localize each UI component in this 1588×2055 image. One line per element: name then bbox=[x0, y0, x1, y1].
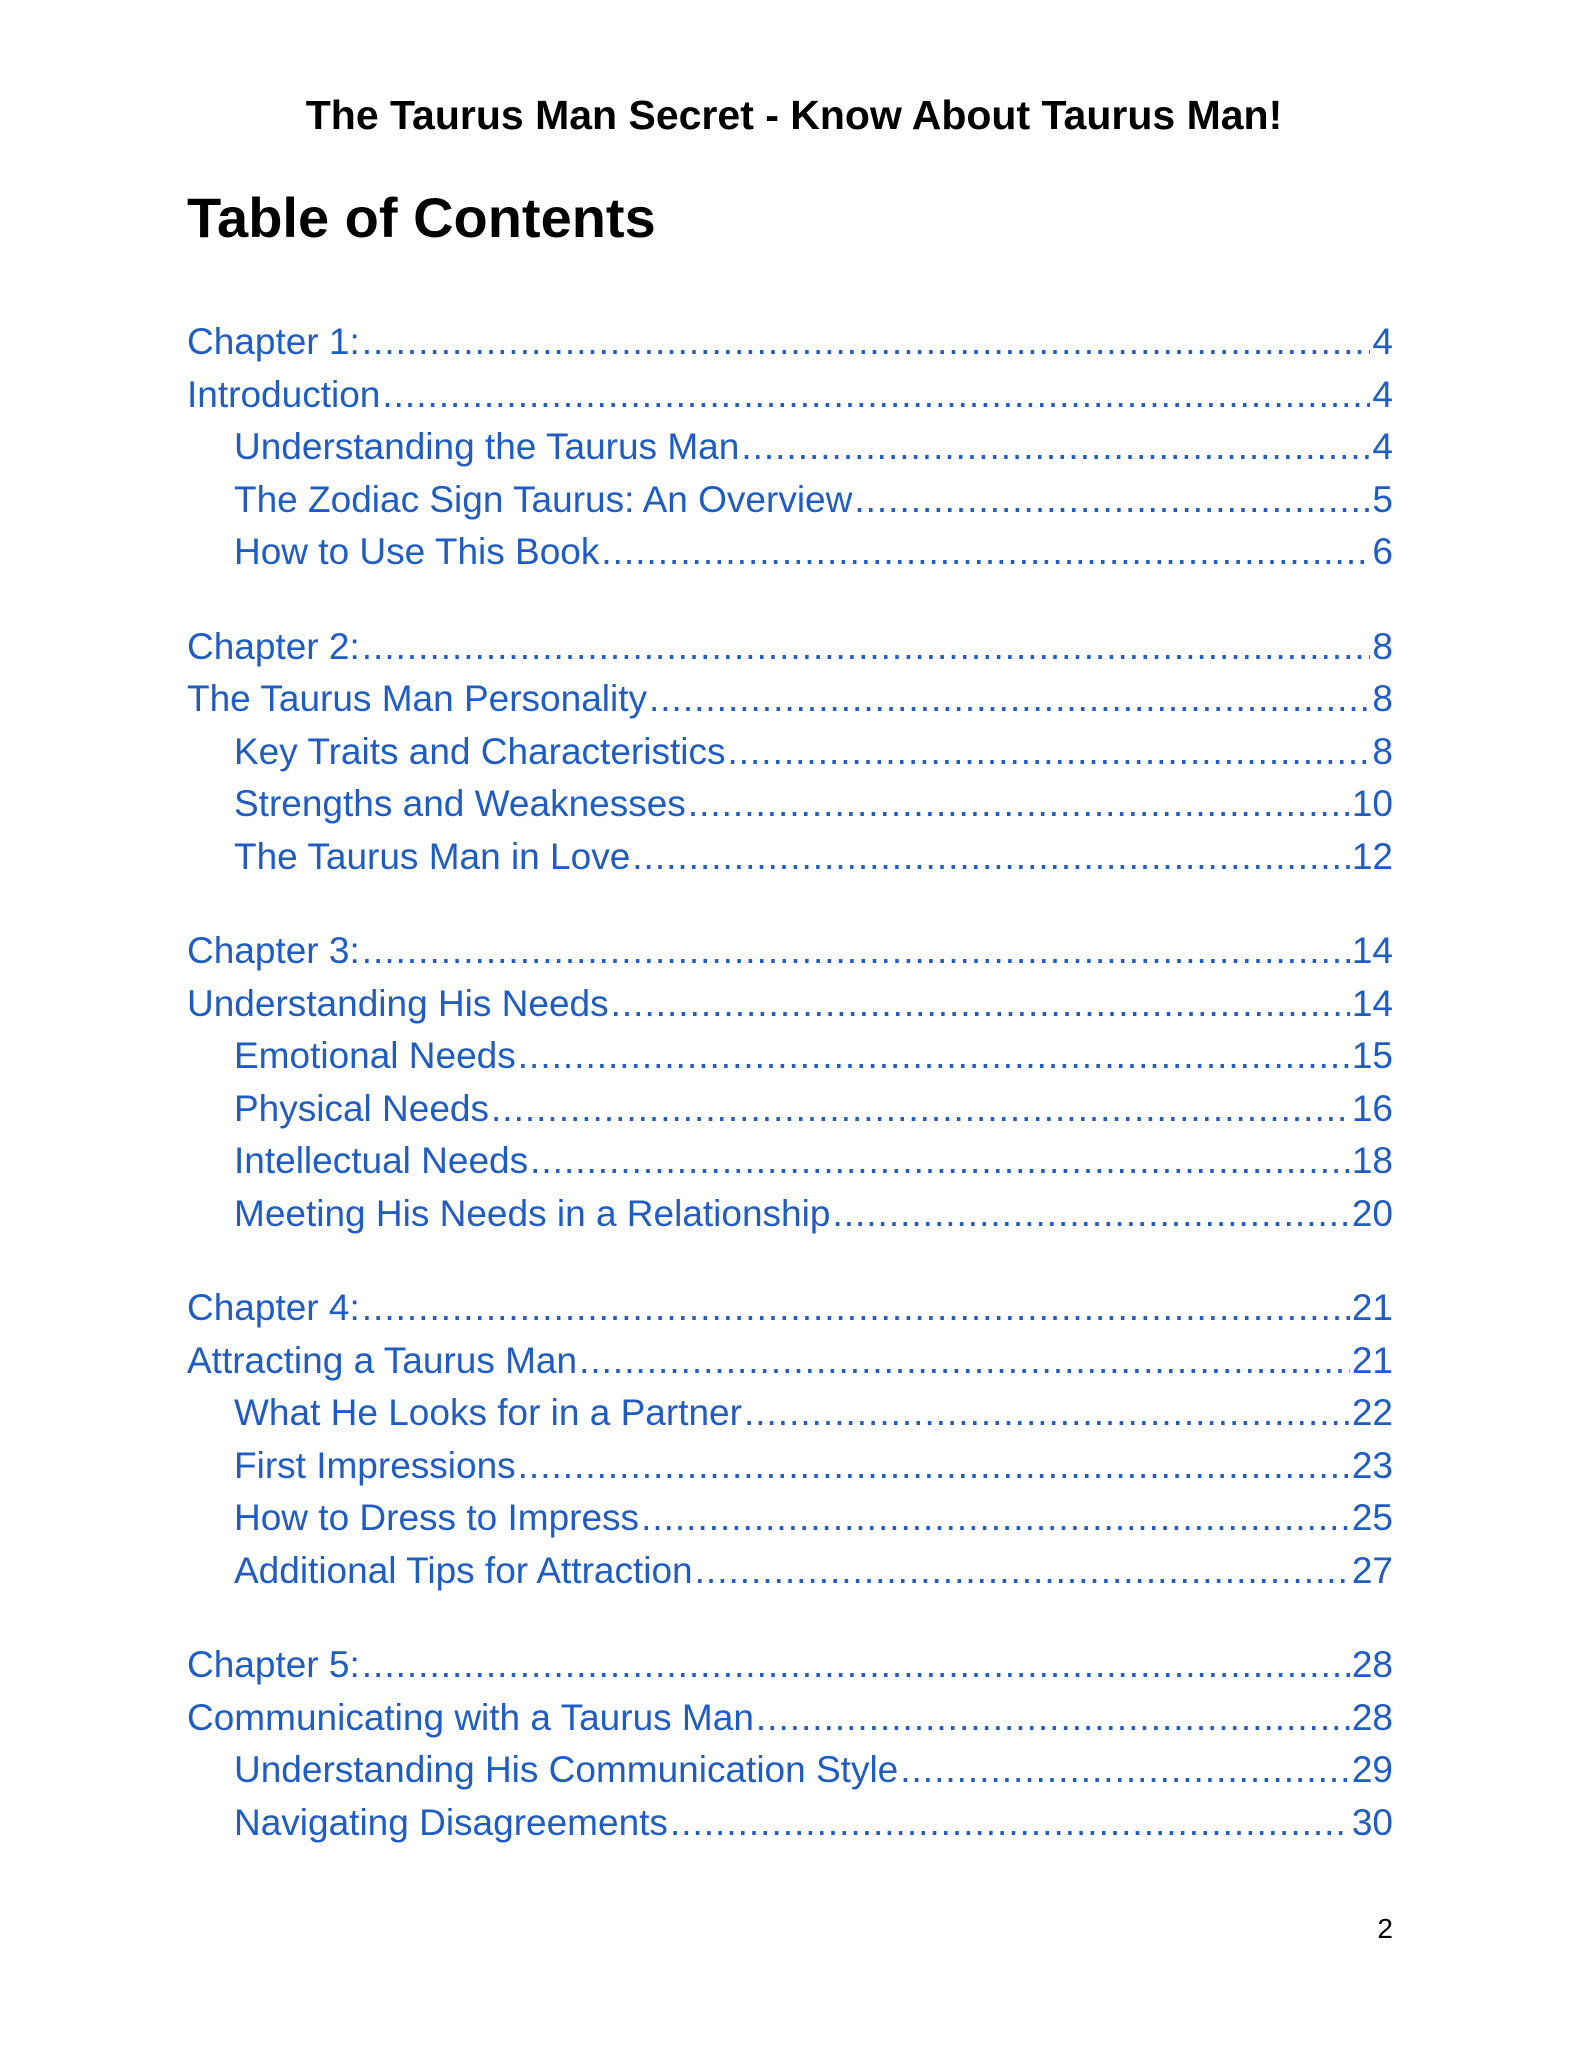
toc-entry-page-number: 4 bbox=[1372, 426, 1393, 467]
toc-subentry-link[interactable] bbox=[187, 1387, 1393, 1440]
toc-subentry-link[interactable] bbox=[187, 778, 1393, 831]
toc-entry-page-number: 6 bbox=[1372, 531, 1393, 572]
toc-entry-label: The Zodiac Sign Taurus: An Overview bbox=[234, 478, 853, 520]
toc-entry-label: Understanding His Communication Style bbox=[234, 1749, 899, 1790]
toc-entry-page-number: 8 bbox=[1372, 730, 1393, 772]
toc-entry-page-number: 14 bbox=[1351, 982, 1393, 1024]
dot-leader bbox=[518, 1030, 1350, 1082]
dot-leader bbox=[530, 1135, 1350, 1187]
toc-entry-page-number: 12 bbox=[1351, 835, 1393, 877]
dot-leader bbox=[695, 1545, 1350, 1597]
toc-entry-label: Chapter 1: bbox=[187, 321, 360, 362]
toc-entry-page-number: 22 bbox=[1351, 1392, 1393, 1433]
toc-entry-label: Strengths and Weaknesses bbox=[234, 783, 686, 824]
toc-entry-label: The Taurus Man in Love bbox=[234, 835, 631, 877]
toc-entry-link[interactable] bbox=[187, 673, 1393, 726]
page-number: 2 bbox=[1377, 1913, 1393, 1944]
dot-leader bbox=[744, 1387, 1350, 1439]
toc-entry-link[interactable] bbox=[187, 369, 1393, 422]
dot-leader bbox=[727, 726, 1370, 778]
toc-subentry-link[interactable] bbox=[187, 1744, 1393, 1797]
toc-entry-label: Chapter 3: bbox=[187, 930, 360, 971]
toc-entry-page-number: 21 bbox=[1351, 1287, 1393, 1328]
toc-entry-label: The Taurus Man Personality bbox=[187, 678, 647, 719]
toc-subentry-link[interactable] bbox=[187, 1545, 1393, 1598]
dot-leader bbox=[382, 369, 1370, 421]
toc-entry-label: Navigating Disagreements bbox=[234, 1801, 668, 1843]
toc-entry-page-number: 14 bbox=[1351, 930, 1393, 971]
dot-leader bbox=[641, 1492, 1350, 1544]
toc-entry-label: Physical Needs bbox=[234, 1087, 490, 1129]
toc-entry-label: Additional Tips for Attraction bbox=[234, 1549, 693, 1591]
toc-group bbox=[187, 1639, 1393, 1849]
toc-entry-label: Intellectual Needs bbox=[234, 1140, 529, 1181]
dot-leader bbox=[649, 673, 1370, 725]
toc-entry-page-number: 18 bbox=[1351, 1140, 1393, 1181]
toc-entry-link[interactable] bbox=[187, 1639, 1393, 1692]
toc-entry-link[interactable] bbox=[187, 1692, 1393, 1745]
toc-subentry-link[interactable] bbox=[187, 474, 1393, 527]
dot-leader bbox=[362, 1639, 1350, 1691]
dot-leader bbox=[362, 621, 1371, 673]
toc-subentry-link[interactable] bbox=[187, 1492, 1393, 1545]
dot-leader bbox=[670, 1797, 1350, 1849]
toc-entry-label: Emotional Needs bbox=[234, 1035, 516, 1076]
dot-leader bbox=[491, 1083, 1350, 1135]
toc-entry-label: Chapter 2: bbox=[187, 625, 360, 667]
toc-entry-label: Meeting His Needs in a Relationship bbox=[234, 1192, 831, 1234]
dot-leader bbox=[900, 1744, 1350, 1796]
toc-group bbox=[187, 316, 1393, 579]
toc-entry-page-number: 29 bbox=[1351, 1749, 1393, 1790]
toc-entry-page-number: 21 bbox=[1351, 1339, 1393, 1381]
toc-entry-page-number: 4 bbox=[1372, 373, 1393, 415]
toc-entry-label: Chapter 4: bbox=[187, 1287, 360, 1328]
dot-leader bbox=[632, 831, 1350, 883]
toc-subentry-link[interactable] bbox=[187, 1797, 1393, 1850]
toc-entry-page-number: 27 bbox=[1351, 1549, 1393, 1591]
toc-entry-link[interactable] bbox=[187, 1335, 1393, 1388]
toc-subentry-link[interactable] bbox=[187, 1440, 1393, 1493]
toc-entry-label: How to Dress to Impress bbox=[234, 1497, 640, 1538]
toc-entry-label: Understanding the Taurus Man bbox=[234, 426, 740, 467]
dot-leader bbox=[601, 526, 1370, 578]
dot-leader bbox=[832, 1188, 1349, 1240]
toc-entry-link[interactable] bbox=[187, 621, 1393, 674]
toc-entry-label: Introduction bbox=[187, 373, 381, 415]
toc-entry-label: How to Use This Book bbox=[234, 531, 600, 572]
toc-entry-label: Key Traits and Characteristics bbox=[234, 730, 726, 772]
toc-entry-label: Chapter 5: bbox=[187, 1644, 360, 1685]
toc-entry-page-number: 25 bbox=[1351, 1497, 1393, 1538]
toc-subentry-link[interactable] bbox=[187, 1135, 1393, 1188]
toc-entry-label: What He Looks for in a Partner bbox=[234, 1392, 742, 1433]
toc-entry-page-number: 8 bbox=[1372, 625, 1393, 667]
toc-entry-page-number: 4 bbox=[1372, 321, 1393, 362]
dot-leader bbox=[518, 1440, 1350, 1492]
toc-entry-page-number: 20 bbox=[1351, 1192, 1393, 1234]
toc-subentry-link[interactable] bbox=[187, 1188, 1393, 1241]
toc-group bbox=[187, 621, 1393, 884]
toc-entry-label: Communicating with a Taurus Man bbox=[187, 1696, 754, 1738]
dot-leader bbox=[362, 925, 1350, 977]
toc-entry-page-number: 8 bbox=[1372, 678, 1393, 719]
toc-entry-link[interactable] bbox=[187, 925, 1393, 978]
toc-subentry-link[interactable] bbox=[187, 1083, 1393, 1136]
toc-entry-page-number: 28 bbox=[1351, 1644, 1393, 1685]
dot-leader bbox=[611, 978, 1350, 1030]
toc-group bbox=[187, 1282, 1393, 1597]
toc-entry-page-number: 16 bbox=[1351, 1087, 1393, 1129]
table-of-contents bbox=[187, 316, 1393, 1891]
toc-entry-page-number: 23 bbox=[1351, 1444, 1393, 1486]
toc-subentry-link[interactable] bbox=[187, 1030, 1393, 1083]
toc-entry-link[interactable] bbox=[187, 316, 1393, 369]
toc-entry-link[interactable] bbox=[187, 978, 1393, 1031]
dot-leader bbox=[362, 1282, 1350, 1334]
dot-leader bbox=[362, 316, 1371, 368]
running-header: The Taurus Man Secret - Know About Taurus Man! bbox=[305, 92, 1283, 138]
toc-entry-page-number: 5 bbox=[1372, 478, 1393, 520]
dot-leader bbox=[579, 1335, 1350, 1387]
dot-leader bbox=[688, 778, 1350, 830]
toc-entry-label: Attracting a Taurus Man bbox=[187, 1339, 578, 1381]
toc-entry-label: Understanding His Needs bbox=[187, 982, 609, 1024]
toc-entry-page-number: 10 bbox=[1351, 783, 1393, 824]
toc-subentry-link[interactable] bbox=[187, 831, 1393, 884]
dot-leader bbox=[756, 1692, 1350, 1744]
toc-group bbox=[187, 925, 1393, 1240]
toc-entry-page-number: 28 bbox=[1351, 1696, 1393, 1738]
toc-subentry-link[interactable] bbox=[187, 526, 1393, 579]
toc-subentry-link[interactable] bbox=[187, 421, 1393, 474]
toc-entry-page-number: 30 bbox=[1351, 1801, 1393, 1843]
dot-leader bbox=[741, 421, 1370, 473]
toc-entry-link[interactable] bbox=[187, 1282, 1393, 1335]
toc-entry-label: First Impressions bbox=[234, 1444, 516, 1486]
dot-leader bbox=[854, 474, 1370, 526]
toc-entry-page-number: 15 bbox=[1351, 1035, 1393, 1076]
toc-title: Table of Contents bbox=[187, 186, 656, 249]
toc-subentry-link[interactable] bbox=[187, 726, 1393, 779]
